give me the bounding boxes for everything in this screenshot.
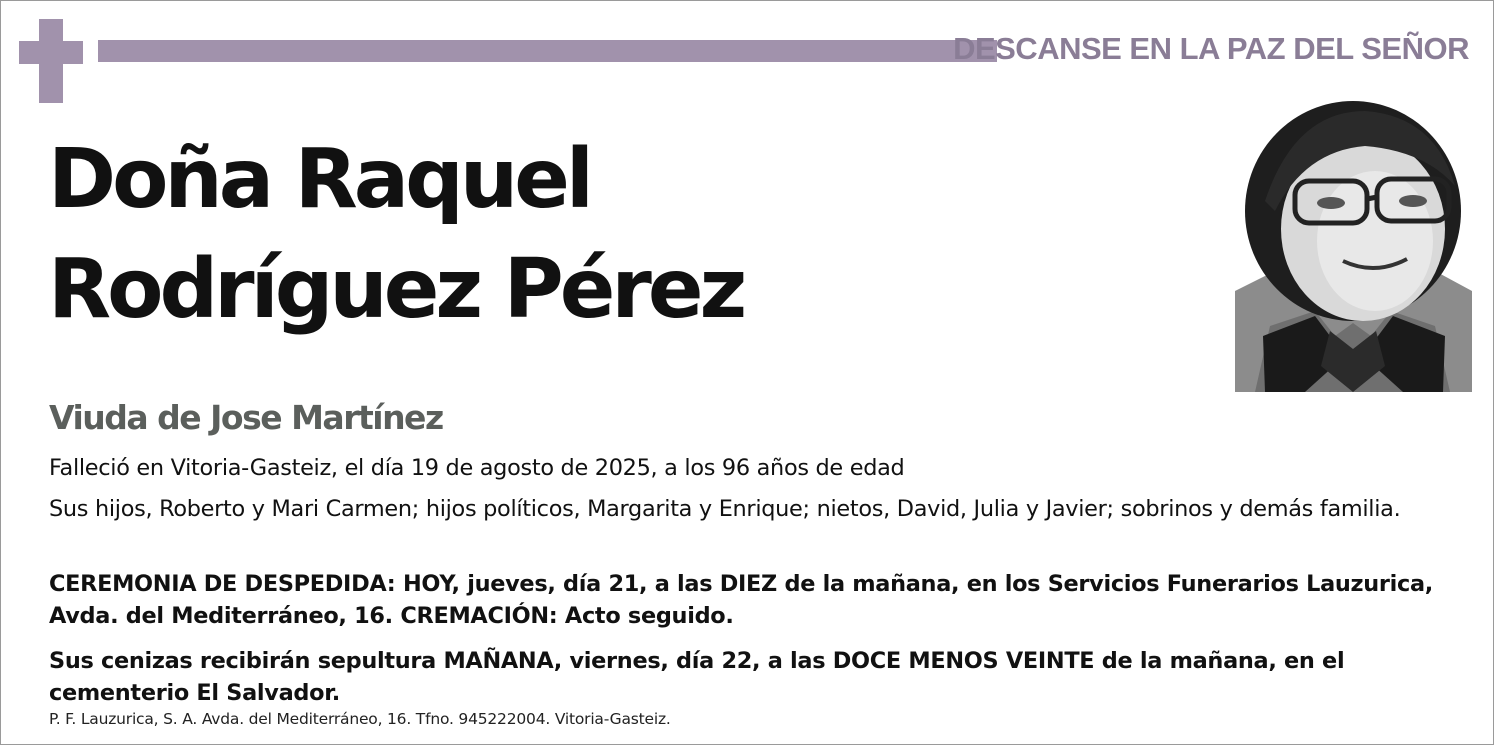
portrait-photo [1235, 91, 1472, 392]
name-line-1: Doña Raquel [48, 132, 590, 227]
burial-info: Sus cenizas recibirán sepultura MAÑANA, viernes, día 22, a las DOCE MENOS VEINTE de la mañana, en el cementerio El Salvador. [49, 648, 1345, 706]
widow-of: Viuda de Jose Martínez [49, 398, 443, 437]
ceremony-info: CEREMONIA DE DESPEDIDA: HOY, jueves, día 21, a las DIEZ de la mañana, en los Servicios Funerarios Lauzurica, Avda. del Mediterráneo, 16. CREMACIÓN: Acto seguido. [49, 571, 1433, 629]
deceased-name [48, 125, 743, 345]
funeral-home-footer: P. F. Lauzurica, S. A. Avda. del Mediterráneo, 16. Tfno. 945222004. Vitoria-Gasteiz. [49, 710, 671, 728]
headline: DESCANSE EN LA PAZ DEL SEÑOR [953, 31, 1469, 66]
family-list: Sus hijos, Roberto y Mari Carmen; hijos políticos, Margarita y Enrique; nietos, David, Julia y Javier; sobrinos y demás familia. [49, 496, 1401, 522]
name-line-2: Rodríguez Pérez [48, 242, 744, 337]
death-info: Falleció en Vitoria-Gasteiz, el día 19 de agosto de 2025, a los 96 años de edad [49, 455, 905, 481]
header-rule [98, 40, 997, 62]
